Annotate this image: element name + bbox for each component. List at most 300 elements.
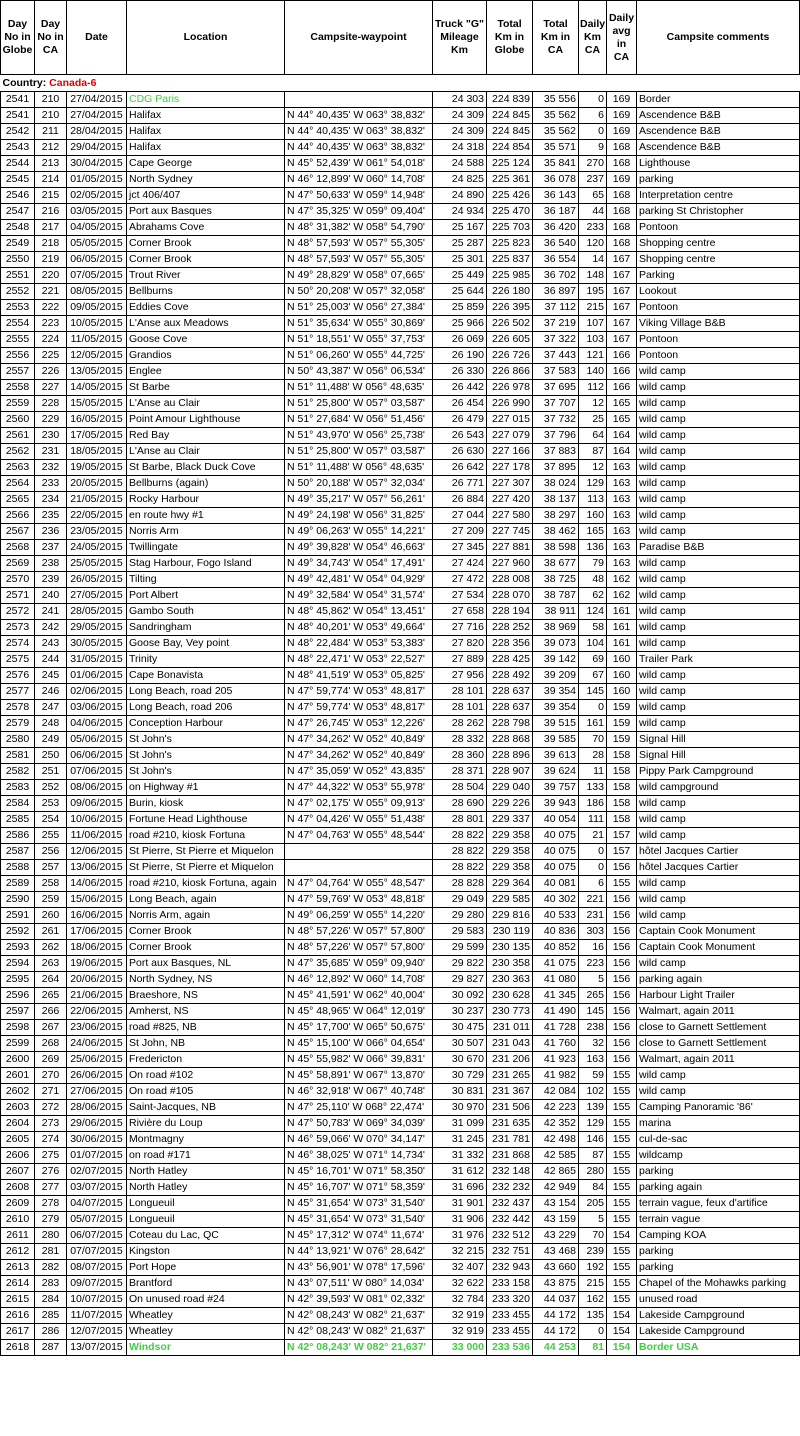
total-km-ca-cell: 41 075 bbox=[533, 956, 579, 972]
waypoint-cell: N 42° 08,243' W 082° 21,637' bbox=[285, 1308, 433, 1324]
comment-cell: wild camp bbox=[637, 396, 800, 412]
daily-avg-cell: 167 bbox=[607, 268, 637, 284]
waypoint-cell: N 49° 06,263' W 055° 14,221' bbox=[285, 524, 433, 540]
location-cell: L'Anse aux Meadows bbox=[127, 316, 285, 332]
daily-km-cell: 270 bbox=[579, 156, 607, 172]
total-km-ca-cell: 44 172 bbox=[533, 1308, 579, 1324]
daily-km-cell: 79 bbox=[579, 556, 607, 572]
table-row bbox=[1, 828, 800, 844]
waypoint-cell: N 44° 40,435' W 063° 38,832' bbox=[285, 108, 433, 124]
day-ca-cell: 227 bbox=[35, 380, 67, 396]
waypoint-cell: N 48° 41,519' W 053° 05,825' bbox=[285, 668, 433, 684]
daily-km-cell: 12 bbox=[579, 460, 607, 476]
total-km-ca-cell: 39 613 bbox=[533, 748, 579, 764]
table-row bbox=[1, 1180, 800, 1196]
location-cell: Trout River bbox=[127, 268, 285, 284]
day-globe-cell: 2560 bbox=[1, 412, 35, 428]
location-cell: road #825, NB bbox=[127, 1020, 285, 1036]
day-ca-cell: 218 bbox=[35, 236, 67, 252]
date-cell: 17/05/2015 bbox=[67, 428, 127, 444]
date-cell: 03/06/2015 bbox=[67, 700, 127, 716]
daily-km-cell: 67 bbox=[579, 668, 607, 684]
waypoint-cell: N 47° 26,745' W 053° 12,226' bbox=[285, 716, 433, 732]
truck-mileage-cell: 25 859 bbox=[433, 300, 487, 316]
date-cell: 21/05/2015 bbox=[67, 492, 127, 508]
total-km-globe-cell: 229 337 bbox=[487, 812, 533, 828]
comment-cell: hôtel Jacques Cartier bbox=[637, 844, 800, 860]
day-ca-cell: 232 bbox=[35, 460, 67, 476]
comment-cell: cul-de-sac bbox=[637, 1132, 800, 1148]
date-cell: 24/05/2015 bbox=[67, 540, 127, 556]
waypoint-cell: N 47° 34,262' W 052° 40,849' bbox=[285, 732, 433, 748]
truck-mileage-cell: 29 599 bbox=[433, 940, 487, 956]
total-km-globe-cell: 224 854 bbox=[487, 140, 533, 156]
total-km-ca-cell: 41 345 bbox=[533, 988, 579, 1004]
day-globe-cell: 2575 bbox=[1, 652, 35, 668]
total-km-ca-cell: 44 172 bbox=[533, 1324, 579, 1340]
day-globe-cell: 2579 bbox=[1, 716, 35, 732]
day-ca-cell: 219 bbox=[35, 252, 67, 268]
truck-mileage-cell: 30 970 bbox=[433, 1100, 487, 1116]
date-cell: 15/05/2015 bbox=[67, 396, 127, 412]
waypoint-cell: N 43° 56,901' W 078° 17,596' bbox=[285, 1260, 433, 1276]
total-km-ca-cell: 40 533 bbox=[533, 908, 579, 924]
waypoint-cell: N 47° 59,774' W 053° 48,817' bbox=[285, 684, 433, 700]
table-row bbox=[1, 300, 800, 316]
daily-km-cell: 112 bbox=[579, 380, 607, 396]
daily-avg-cell: 156 bbox=[607, 1020, 637, 1036]
day-globe-cell: 2547 bbox=[1, 204, 35, 220]
comment-cell: Chapel of the Mohawks parking bbox=[637, 1276, 800, 1292]
day-ca-cell: 270 bbox=[35, 1068, 67, 1084]
daily-km-cell: 163 bbox=[579, 1052, 607, 1068]
comment-cell: wildcamp bbox=[637, 1148, 800, 1164]
waypoint-cell: N 47° 35,685' W 059° 09,940' bbox=[285, 956, 433, 972]
header-row bbox=[1, 1, 800, 75]
table-row bbox=[1, 1276, 800, 1292]
day-ca-cell: 279 bbox=[35, 1212, 67, 1228]
waypoint-cell: N 48° 45,862' W 054° 13,451' bbox=[285, 604, 433, 620]
date-cell: 27/04/2015 bbox=[67, 92, 127, 108]
total-km-globe-cell: 227 580 bbox=[487, 508, 533, 524]
day-globe-cell: 2555 bbox=[1, 332, 35, 348]
location-cell: Red Bay bbox=[127, 428, 285, 444]
table-row bbox=[1, 444, 800, 460]
date-cell: 02/07/2015 bbox=[67, 1164, 127, 1180]
table-row bbox=[1, 716, 800, 732]
total-km-globe-cell: 227 015 bbox=[487, 412, 533, 428]
total-km-globe-cell: 233 536 bbox=[487, 1340, 533, 1356]
total-km-globe-cell: 226 605 bbox=[487, 332, 533, 348]
waypoint-cell bbox=[285, 860, 433, 876]
total-km-globe-cell: 224 845 bbox=[487, 124, 533, 140]
daily-avg-cell: 157 bbox=[607, 844, 637, 860]
location-cell: L'Anse au Clair bbox=[127, 444, 285, 460]
location-cell: Corner Brook bbox=[127, 252, 285, 268]
truck-mileage-cell: 31 612 bbox=[433, 1164, 487, 1180]
total-km-ca-cell: 37 707 bbox=[533, 396, 579, 412]
location-cell: North Sydney bbox=[127, 172, 285, 188]
total-km-globe-cell: 226 866 bbox=[487, 364, 533, 380]
truck-mileage-cell: 25 301 bbox=[433, 252, 487, 268]
truck-mileage-cell: 28 504 bbox=[433, 780, 487, 796]
date-cell: 13/05/2015 bbox=[67, 364, 127, 380]
total-km-globe-cell: 226 990 bbox=[487, 396, 533, 412]
table-row bbox=[1, 1084, 800, 1100]
truck-mileage-cell: 29 822 bbox=[433, 956, 487, 972]
table-row bbox=[1, 236, 800, 252]
location-cell: Corner Brook bbox=[127, 940, 285, 956]
day-globe-cell: 2570 bbox=[1, 572, 35, 588]
location-cell: Long Beach, road 205 bbox=[127, 684, 285, 700]
day-ca-cell: 242 bbox=[35, 620, 67, 636]
table-row bbox=[1, 796, 800, 812]
waypoint-cell: N 45° 41,591' W 062° 40,004' bbox=[285, 988, 433, 1004]
total-km-globe-cell: 233 158 bbox=[487, 1276, 533, 1292]
day-ca-cell: 211 bbox=[35, 124, 67, 140]
daily-avg-cell: 156 bbox=[607, 860, 637, 876]
daily-km-cell: 145 bbox=[579, 1004, 607, 1020]
daily-km-cell: 265 bbox=[579, 988, 607, 1004]
column-header: Date bbox=[67, 1, 127, 75]
truck-mileage-cell: 26 771 bbox=[433, 476, 487, 492]
total-km-globe-cell: 228 637 bbox=[487, 700, 533, 716]
waypoint-cell: N 46° 59,066' W 070° 34,147' bbox=[285, 1132, 433, 1148]
comment-cell: wild camp bbox=[637, 380, 800, 396]
date-cell: 05/07/2015 bbox=[67, 1212, 127, 1228]
comment-cell: Ascendence B&B bbox=[637, 124, 800, 140]
day-ca-cell: 284 bbox=[35, 1292, 67, 1308]
daily-avg-cell: 163 bbox=[607, 460, 637, 476]
total-km-globe-cell: 227 881 bbox=[487, 540, 533, 556]
total-km-ca-cell: 38 725 bbox=[533, 572, 579, 588]
date-cell: 11/07/2015 bbox=[67, 1308, 127, 1324]
total-km-globe-cell: 225 470 bbox=[487, 204, 533, 220]
daily-avg-cell: 158 bbox=[607, 796, 637, 812]
comment-cell: Paradise B&B bbox=[637, 540, 800, 556]
daily-km-cell: 70 bbox=[579, 732, 607, 748]
table-row bbox=[1, 860, 800, 876]
total-km-globe-cell: 231 011 bbox=[487, 1020, 533, 1036]
waypoint-cell: N 45° 31,654' W 073° 31,540' bbox=[285, 1212, 433, 1228]
location-cell: Tilting bbox=[127, 572, 285, 588]
daily-avg-cell: 161 bbox=[607, 620, 637, 636]
date-cell: 10/07/2015 bbox=[67, 1292, 127, 1308]
column-header: Daily Km CA bbox=[579, 1, 607, 75]
total-km-globe-cell: 231 781 bbox=[487, 1132, 533, 1148]
daily-km-cell: 139 bbox=[579, 1100, 607, 1116]
total-km-ca-cell: 38 024 bbox=[533, 476, 579, 492]
comment-cell: parking again bbox=[637, 972, 800, 988]
comment-cell: parking St Christopher bbox=[637, 204, 800, 220]
total-km-ca-cell: 39 515 bbox=[533, 716, 579, 732]
daily-avg-cell: 163 bbox=[607, 476, 637, 492]
day-ca-cell: 261 bbox=[35, 924, 67, 940]
total-km-globe-cell: 228 008 bbox=[487, 572, 533, 588]
day-ca-cell: 275 bbox=[35, 1148, 67, 1164]
total-km-globe-cell: 230 773 bbox=[487, 1004, 533, 1020]
day-ca-cell: 280 bbox=[35, 1228, 67, 1244]
total-km-ca-cell: 36 554 bbox=[533, 252, 579, 268]
daily-km-cell: 0 bbox=[579, 1324, 607, 1340]
truck-mileage-cell: 25 287 bbox=[433, 236, 487, 252]
date-cell: 07/06/2015 bbox=[67, 764, 127, 780]
day-globe-cell: 2588 bbox=[1, 860, 35, 876]
day-globe-cell: 2600 bbox=[1, 1052, 35, 1068]
date-cell: 06/06/2015 bbox=[67, 748, 127, 764]
truck-mileage-cell: 25 644 bbox=[433, 284, 487, 300]
date-cell: 19/05/2015 bbox=[67, 460, 127, 476]
day-globe-cell: 2602 bbox=[1, 1084, 35, 1100]
comment-cell: Ascendence B&B bbox=[637, 140, 800, 156]
day-globe-cell: 2574 bbox=[1, 636, 35, 652]
day-globe-cell: 2611 bbox=[1, 1228, 35, 1244]
day-ca-cell: 258 bbox=[35, 876, 67, 892]
table-row bbox=[1, 1068, 800, 1084]
location-cell: Port Hope bbox=[127, 1260, 285, 1276]
day-globe-cell: 2573 bbox=[1, 620, 35, 636]
day-ca-cell: 267 bbox=[35, 1020, 67, 1036]
comment-cell: Shopping centre bbox=[637, 236, 800, 252]
waypoint-cell: N 47° 04,764' W 055° 48,547' bbox=[285, 876, 433, 892]
date-cell: 31/05/2015 bbox=[67, 652, 127, 668]
table-row bbox=[1, 428, 800, 444]
total-km-ca-cell: 36 420 bbox=[533, 220, 579, 236]
waypoint-cell: N 46° 12,899' W 060° 14,708' bbox=[285, 172, 433, 188]
comment-cell: Shopping centre bbox=[637, 252, 800, 268]
table-row bbox=[1, 1324, 800, 1340]
waypoint-cell: N 51° 06,260' W 055° 44,725' bbox=[285, 348, 433, 364]
day-globe-cell: 2565 bbox=[1, 492, 35, 508]
day-globe-cell: 2542 bbox=[1, 124, 35, 140]
daily-avg-cell: 161 bbox=[607, 604, 637, 620]
comment-cell: wild camp bbox=[637, 956, 800, 972]
truck-mileage-cell: 28 262 bbox=[433, 716, 487, 732]
comment-cell: wild camp bbox=[637, 812, 800, 828]
total-km-ca-cell: 35 571 bbox=[533, 140, 579, 156]
total-km-globe-cell: 230 358 bbox=[487, 956, 533, 972]
date-cell: 12/07/2015 bbox=[67, 1324, 127, 1340]
day-globe-cell: 2556 bbox=[1, 348, 35, 364]
day-globe-cell: 2552 bbox=[1, 284, 35, 300]
total-km-globe-cell: 224 845 bbox=[487, 108, 533, 124]
total-km-ca-cell: 38 677 bbox=[533, 556, 579, 572]
waypoint-cell: N 47° 35,325' W 059° 09,404' bbox=[285, 204, 433, 220]
daily-avg-cell: 156 bbox=[607, 972, 637, 988]
total-km-globe-cell: 227 178 bbox=[487, 460, 533, 476]
day-ca-cell: 210 bbox=[35, 108, 67, 124]
daily-km-cell: 21 bbox=[579, 828, 607, 844]
day-globe-cell: 2612 bbox=[1, 1244, 35, 1260]
total-km-globe-cell: 225 985 bbox=[487, 268, 533, 284]
daily-km-cell: 124 bbox=[579, 604, 607, 620]
location-cell: Halifax bbox=[127, 108, 285, 124]
day-ca-cell: 214 bbox=[35, 172, 67, 188]
waypoint-cell: N 48° 22,471' W 053° 22,527' bbox=[285, 652, 433, 668]
comment-cell: Captain Cook Monument bbox=[637, 940, 800, 956]
total-km-ca-cell: 41 728 bbox=[533, 1020, 579, 1036]
truck-mileage-cell: 28 101 bbox=[433, 700, 487, 716]
total-km-ca-cell: 40 081 bbox=[533, 876, 579, 892]
daily-km-cell: 25 bbox=[579, 412, 607, 428]
total-km-ca-cell: 38 787 bbox=[533, 588, 579, 604]
location-cell: Long Beach, again bbox=[127, 892, 285, 908]
truck-mileage-cell: 28 690 bbox=[433, 796, 487, 812]
truck-mileage-cell: 28 822 bbox=[433, 860, 487, 876]
waypoint-cell: N 47° 44,322' W 053° 55,978' bbox=[285, 780, 433, 796]
day-globe-cell: 2595 bbox=[1, 972, 35, 988]
total-km-ca-cell: 37 796 bbox=[533, 428, 579, 444]
waypoint-cell: N 51° 35,634' W 055° 30,869' bbox=[285, 316, 433, 332]
daily-avg-cell: 155 bbox=[607, 876, 637, 892]
daily-km-cell: 81 bbox=[579, 1340, 607, 1356]
location-cell: North Sydney, NS bbox=[127, 972, 285, 988]
day-ca-cell: 278 bbox=[35, 1196, 67, 1212]
total-km-globe-cell: 232 442 bbox=[487, 1212, 533, 1228]
table-row bbox=[1, 988, 800, 1004]
day-globe-cell: 2545 bbox=[1, 172, 35, 188]
daily-avg-cell: 155 bbox=[607, 1260, 637, 1276]
truck-mileage-cell: 24 588 bbox=[433, 156, 487, 172]
daily-km-cell: 58 bbox=[579, 620, 607, 636]
comment-cell: wild camp bbox=[637, 892, 800, 908]
daily-avg-cell: 168 bbox=[607, 140, 637, 156]
day-globe-cell: 2568 bbox=[1, 540, 35, 556]
total-km-globe-cell: 232 943 bbox=[487, 1260, 533, 1276]
day-globe-cell: 2609 bbox=[1, 1196, 35, 1212]
waypoint-cell: N 48° 57,593' W 057° 55,305' bbox=[285, 252, 433, 268]
daily-avg-cell: 159 bbox=[607, 716, 637, 732]
day-globe-cell: 2596 bbox=[1, 988, 35, 1004]
date-cell: 13/07/2015 bbox=[67, 1340, 127, 1356]
date-cell: 16/05/2015 bbox=[67, 412, 127, 428]
truck-mileage-cell: 31 976 bbox=[433, 1228, 487, 1244]
daily-avg-cell: 163 bbox=[607, 492, 637, 508]
table-row bbox=[1, 748, 800, 764]
comment-cell: Interpretation centre bbox=[637, 188, 800, 204]
daily-avg-cell: 166 bbox=[607, 364, 637, 380]
daily-km-cell: 70 bbox=[579, 1228, 607, 1244]
daily-avg-cell: 159 bbox=[607, 732, 637, 748]
waypoint-cell: N 51° 25,800' W 057° 03,587' bbox=[285, 396, 433, 412]
truck-mileage-cell: 28 828 bbox=[433, 876, 487, 892]
daily-km-cell: 186 bbox=[579, 796, 607, 812]
day-ca-cell: 212 bbox=[35, 140, 67, 156]
table-row bbox=[1, 348, 800, 364]
truck-mileage-cell: 24 309 bbox=[433, 124, 487, 140]
daily-km-cell: 44 bbox=[579, 204, 607, 220]
day-ca-cell: 283 bbox=[35, 1276, 67, 1292]
column-header: Day No in Globe bbox=[1, 1, 35, 75]
truck-mileage-cell: 30 831 bbox=[433, 1084, 487, 1100]
date-cell: 22/05/2015 bbox=[67, 508, 127, 524]
daily-km-cell: 113 bbox=[579, 492, 607, 508]
total-km-ca-cell: 35 556 bbox=[533, 92, 579, 108]
waypoint-cell: N 42° 08,243' W 082° 21,637' bbox=[285, 1340, 433, 1356]
day-ca-cell: 265 bbox=[35, 988, 67, 1004]
waypoint-cell: N 44° 40,435' W 063° 38,832' bbox=[285, 124, 433, 140]
day-globe-cell: 2569 bbox=[1, 556, 35, 572]
waypoint-cell: N 47° 59,769' W 053° 48,818' bbox=[285, 892, 433, 908]
truck-mileage-cell: 28 360 bbox=[433, 748, 487, 764]
total-km-globe-cell: 231 367 bbox=[487, 1084, 533, 1100]
date-cell: 30/06/2015 bbox=[67, 1132, 127, 1148]
total-km-globe-cell: 232 437 bbox=[487, 1196, 533, 1212]
day-ca-cell: 224 bbox=[35, 332, 67, 348]
day-ca-cell: 266 bbox=[35, 1004, 67, 1020]
daily-km-cell: 84 bbox=[579, 1180, 607, 1196]
daily-km-cell: 221 bbox=[579, 892, 607, 908]
total-km-ca-cell: 39 624 bbox=[533, 764, 579, 780]
daily-km-cell: 161 bbox=[579, 716, 607, 732]
date-cell: 14/05/2015 bbox=[67, 380, 127, 396]
day-globe-cell: 2597 bbox=[1, 1004, 35, 1020]
comment-cell: Camping Panoramic '86' bbox=[637, 1100, 800, 1116]
date-cell: 23/06/2015 bbox=[67, 1020, 127, 1036]
date-cell: 25/05/2015 bbox=[67, 556, 127, 572]
daily-avg-cell: 169 bbox=[607, 92, 637, 108]
date-cell: 25/06/2015 bbox=[67, 1052, 127, 1068]
total-km-globe-cell: 233 455 bbox=[487, 1308, 533, 1324]
day-ca-cell: 235 bbox=[35, 508, 67, 524]
location-cell: Bellburns bbox=[127, 284, 285, 300]
comment-cell: wild camp bbox=[637, 620, 800, 636]
date-cell: 08/07/2015 bbox=[67, 1260, 127, 1276]
location-cell: Stag Harbour, Fogo Island bbox=[127, 556, 285, 572]
day-ca-cell: 226 bbox=[35, 364, 67, 380]
comment-cell: wild camp bbox=[637, 508, 800, 524]
truck-mileage-cell: 24 318 bbox=[433, 140, 487, 156]
truck-mileage-cell: 30 507 bbox=[433, 1036, 487, 1052]
total-km-globe-cell: 226 978 bbox=[487, 380, 533, 396]
table-row bbox=[1, 140, 800, 156]
total-km-ca-cell: 37 695 bbox=[533, 380, 579, 396]
table-row bbox=[1, 700, 800, 716]
daily-km-cell: 160 bbox=[579, 508, 607, 524]
total-km-globe-cell: 228 070 bbox=[487, 588, 533, 604]
day-ca-cell: 259 bbox=[35, 892, 67, 908]
total-km-ca-cell: 44 037 bbox=[533, 1292, 579, 1308]
table-row bbox=[1, 1212, 800, 1228]
daily-km-cell: 215 bbox=[579, 1276, 607, 1292]
truck-mileage-cell: 28 801 bbox=[433, 812, 487, 828]
daily-avg-cell: 156 bbox=[607, 924, 637, 940]
comment-cell: Walmart, again 2011 bbox=[637, 1004, 800, 1020]
daily-km-cell: 136 bbox=[579, 540, 607, 556]
day-ca-cell: 272 bbox=[35, 1100, 67, 1116]
total-km-ca-cell: 42 585 bbox=[533, 1148, 579, 1164]
comment-cell: Camping KOA bbox=[637, 1228, 800, 1244]
table-row bbox=[1, 1020, 800, 1036]
table-row bbox=[1, 620, 800, 636]
waypoint-cell: N 48° 31,382' W 058° 54,790' bbox=[285, 220, 433, 236]
total-km-ca-cell: 35 562 bbox=[533, 124, 579, 140]
table-row bbox=[1, 668, 800, 684]
daily-km-cell: 87 bbox=[579, 1148, 607, 1164]
total-km-ca-cell: 37 583 bbox=[533, 364, 579, 380]
total-km-ca-cell: 35 841 bbox=[533, 156, 579, 172]
truck-mileage-cell: 27 658 bbox=[433, 604, 487, 620]
waypoint-cell: N 47° 04,426' W 055° 51,438' bbox=[285, 812, 433, 828]
daily-avg-cell: 158 bbox=[607, 748, 637, 764]
date-cell: 15/06/2015 bbox=[67, 892, 127, 908]
table-row bbox=[1, 1116, 800, 1132]
comment-cell: wild camp bbox=[637, 1068, 800, 1084]
day-globe-cell: 2563 bbox=[1, 460, 35, 476]
day-ca-cell: 251 bbox=[35, 764, 67, 780]
total-km-globe-cell: 232 512 bbox=[487, 1228, 533, 1244]
daily-avg-cell: 169 bbox=[607, 172, 637, 188]
